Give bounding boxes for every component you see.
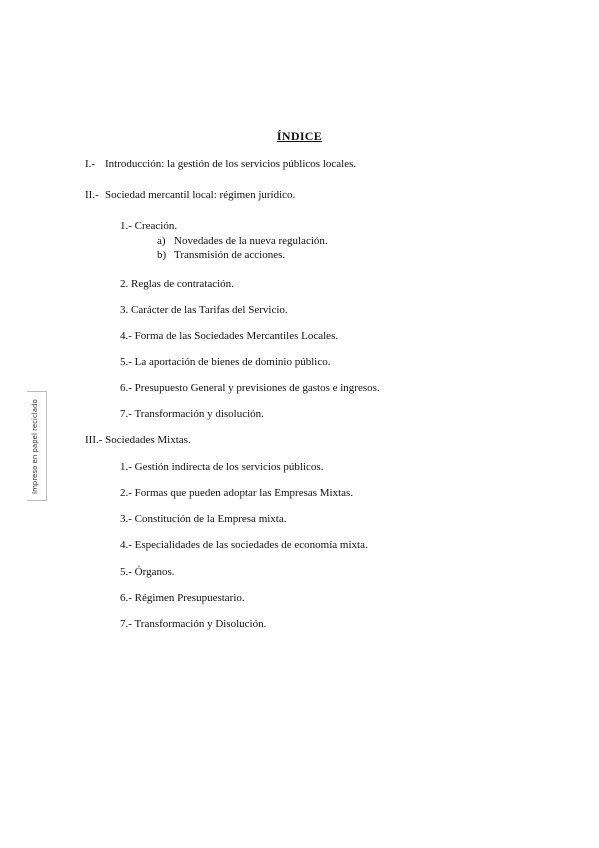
sub-a-text: Novedades de la nueva regulación.: [174, 235, 328, 247]
sub-b-text: Transmisión de acciones.: [174, 249, 286, 261]
section-3-item-7: 7.- Transformación y Disolución.: [120, 618, 267, 630]
sub-a-letter: a): [157, 235, 166, 247]
section-1-number: I.-: [85, 158, 96, 170]
section-3: III.- Sociedades Mixtas.: [85, 434, 191, 446]
section-3-item-5: 5.- Órganos.: [120, 566, 175, 578]
sub-b-letter: b): [157, 249, 167, 261]
stamp-text: Impreso en papel reciclado: [31, 399, 39, 494]
section-2: [85, 188, 295, 202]
section-2-text: Sociedad mercantil local: régimen jurídico.: [105, 189, 296, 201]
recycled-paper-stamp: [27, 391, 47, 501]
section-2-item-5: 5.- La aportación de bienes de dominio público.: [120, 356, 331, 368]
section-2-item-6: 6.- Presupuesto General y previsiones de gastos e ingresos.: [120, 382, 380, 394]
section-2-number: II.-: [85, 189, 99, 201]
section-1-text: Introducción: la gestión de los servicios públicos locales.: [105, 158, 357, 170]
section-3-item-1: 1.- Gestión indirecta de los servicios públicos.: [120, 461, 324, 473]
section-3-item-4: 4.- Especialidades de las sociedades de economía mixta.: [120, 539, 368, 551]
section-1: [85, 157, 356, 171]
section-2-item-1-sub-a: [157, 234, 328, 248]
index-title: ÍNDICE: [276, 129, 323, 143]
section-2-item-1-sub-b: [157, 248, 285, 262]
section-2-item-4: 4.- Forma de las Sociedades Mercantiles Locales.: [120, 330, 339, 342]
section-3-item-2: 2.- Formas que pueden adoptar las Empresas Mixtas.: [120, 487, 354, 499]
section-3-item-3: 3.- Constitución de la Empresa mixta.: [120, 513, 287, 525]
section-2-item-3: 3. Carácter de las Tarifas del Servicio.: [120, 304, 288, 316]
section-3-item-6: 6.- Régimen Presupuestario.: [120, 592, 245, 604]
section-2-item-1: 1.- Creación.: [120, 220, 178, 232]
section-2-item-7: 7.- Transformación y disolución.: [120, 408, 264, 420]
section-2-item-2: 2. Reglas de contratación.: [120, 278, 234, 290]
